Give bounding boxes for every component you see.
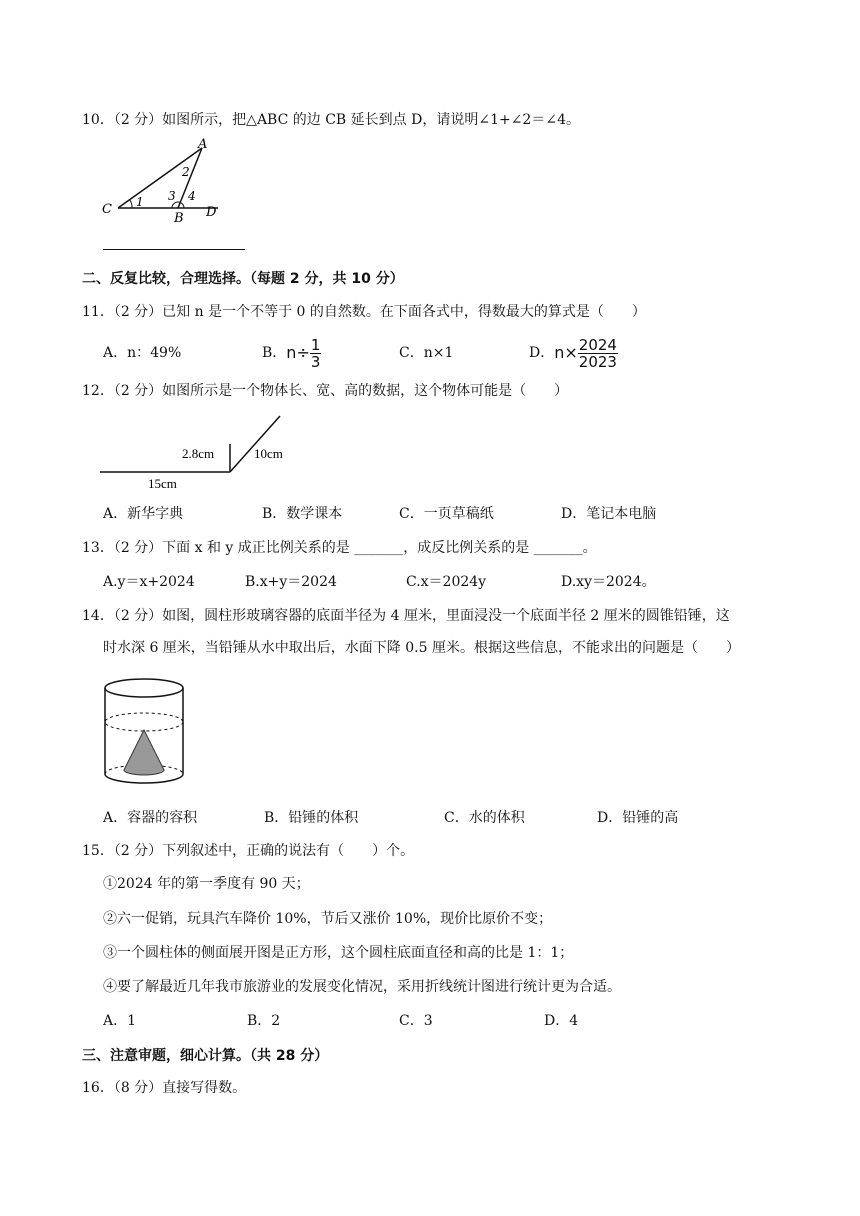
q15-text: 15．（2 分）下列叙述中，正确的说法有（ ）个。 — [82, 843, 415, 859]
q11-option-b — [262, 334, 321, 372]
q11-text: 11．（2 分）已知 n 是一个不等于 0 的自然数。在下面各式中，得数最大的算式是（ ） — [82, 304, 646, 320]
width-label: 10cm — [254, 446, 283, 461]
section-2-title: 二、反复比较，合理选择。（每题 2 分，共 10 分） — [82, 271, 404, 287]
label-angle2: 2 — [182, 165, 190, 179]
q11-option-d-expr: n× — [554, 343, 578, 362]
q14-line1: 14．（2 分）如图，圆柱形玻璃容器的底面半径为 4 厘米，里面浸没一个底面半径 2 厘米的圆锥铅锤，这 — [82, 608, 730, 624]
q12-dimension-figure — [98, 410, 298, 492]
q11-option-d — [529, 334, 618, 372]
q15-option-c: C．3 — [399, 1013, 433, 1029]
q11-option-d-prefix: D． — [529, 345, 555, 361]
label-angle1: 1 — [136, 195, 144, 209]
q11-option-b-expr: n÷ — [286, 343, 310, 362]
angle1-arc — [130, 200, 132, 208]
q16-text: 16．（8 分）直接写得数。 — [82, 1080, 247, 1096]
label-angle4: 4 — [188, 189, 196, 203]
q14-line2: 时水深 6 厘米，当铅锤从水中取出后，水面下降 0.5 厘米。根据这些信息，不能求出的问题是（ ） — [103, 640, 740, 656]
q13-option-d: D.xy＝2024。 — [561, 574, 656, 590]
q15-option-b: B．2 — [247, 1013, 281, 1029]
q15-option-a: A．1 — [103, 1013, 137, 1029]
fraction-numerator: 1 — [310, 335, 321, 354]
q14-option-a: A．容器的容积 — [103, 810, 198, 826]
q13-option-a: A.y＝x+2024 — [103, 574, 195, 590]
q10-triangle-figure — [98, 136, 228, 226]
q11-option-d-fraction — [578, 337, 618, 370]
label-b: B — [174, 211, 184, 226]
q15-statement-1: ①2024 年的第一季度有 90 天； — [103, 876, 310, 892]
cylinder-top — [105, 679, 183, 697]
q11-option-c: C．n×1 — [399, 345, 454, 361]
label-a: A — [198, 137, 208, 152]
q10-text: 10．（2 分）如图所示，把△ABC 的边 CB 延长到点 D，请说明∠1+∠2＝∠4。 — [82, 112, 580, 128]
q13-option-c: C.x＝2024y — [406, 574, 487, 590]
q13-text: 13．（2 分）下面 x 和 y 成正比例关系的是 _______，成反比例关系的是 _______。 — [82, 540, 597, 556]
width-line — [230, 416, 280, 472]
height-label: 2.8cm — [182, 446, 215, 461]
fraction-numerator: 2024 — [578, 335, 617, 354]
fraction-denominator: 3 — [310, 352, 321, 371]
q11-option-a: A．n：49% — [103, 345, 182, 361]
q12-text: 12．（2 分）如图所示是一个物体长、宽、高的数据，这个物体可能是（ ） — [82, 383, 569, 399]
q15-statement-3: ③一个圆柱体的侧面展开图是正方形，这个圆柱底面直径和高的比是 1：1； — [103, 945, 574, 961]
q11-option-b-fraction — [310, 337, 322, 370]
label-c: C — [102, 202, 112, 217]
cone-weight — [124, 730, 164, 775]
fraction-denominator: 2023 — [578, 352, 617, 371]
q15-statement-4: ④要了解最近几年我市旅游业的发展变化情况，采用折线统计图进行统计更为合适。 — [103, 979, 621, 995]
label-angle3: 3 — [168, 189, 176, 203]
q15-option-d: D．4 — [544, 1013, 579, 1029]
q14-option-c: C．水的体积 — [444, 810, 525, 826]
q14-option-b: B．铅锤的体积 — [264, 810, 359, 826]
q13-option-b: B.x+y＝2024 — [245, 574, 337, 590]
q11-option-b-prefix: B． — [262, 345, 287, 361]
length-label: 15cm — [148, 476, 177, 491]
q15-statement-2: ②六一促销，玩具汽车降价 10%，节后又涨价 10%，现价比原价不变； — [103, 911, 553, 927]
q12-option-a: A．新华字典 — [103, 506, 184, 522]
label-d: D — [206, 205, 217, 220]
water-surface — [105, 713, 183, 731]
section-3-title: 三、注意审题，细心计算。（共 28 分） — [82, 1048, 329, 1064]
q12-option-d: D．笔记本电脑 — [561, 506, 657, 522]
q12-option-b: B．数学课本 — [262, 506, 343, 522]
q14-cylinder-figure — [98, 672, 192, 798]
answer-line — [103, 249, 245, 250]
q14-option-d: D．铅锤的高 — [597, 810, 679, 826]
q12-option-c: C．一页草稿纸 — [399, 506, 494, 522]
